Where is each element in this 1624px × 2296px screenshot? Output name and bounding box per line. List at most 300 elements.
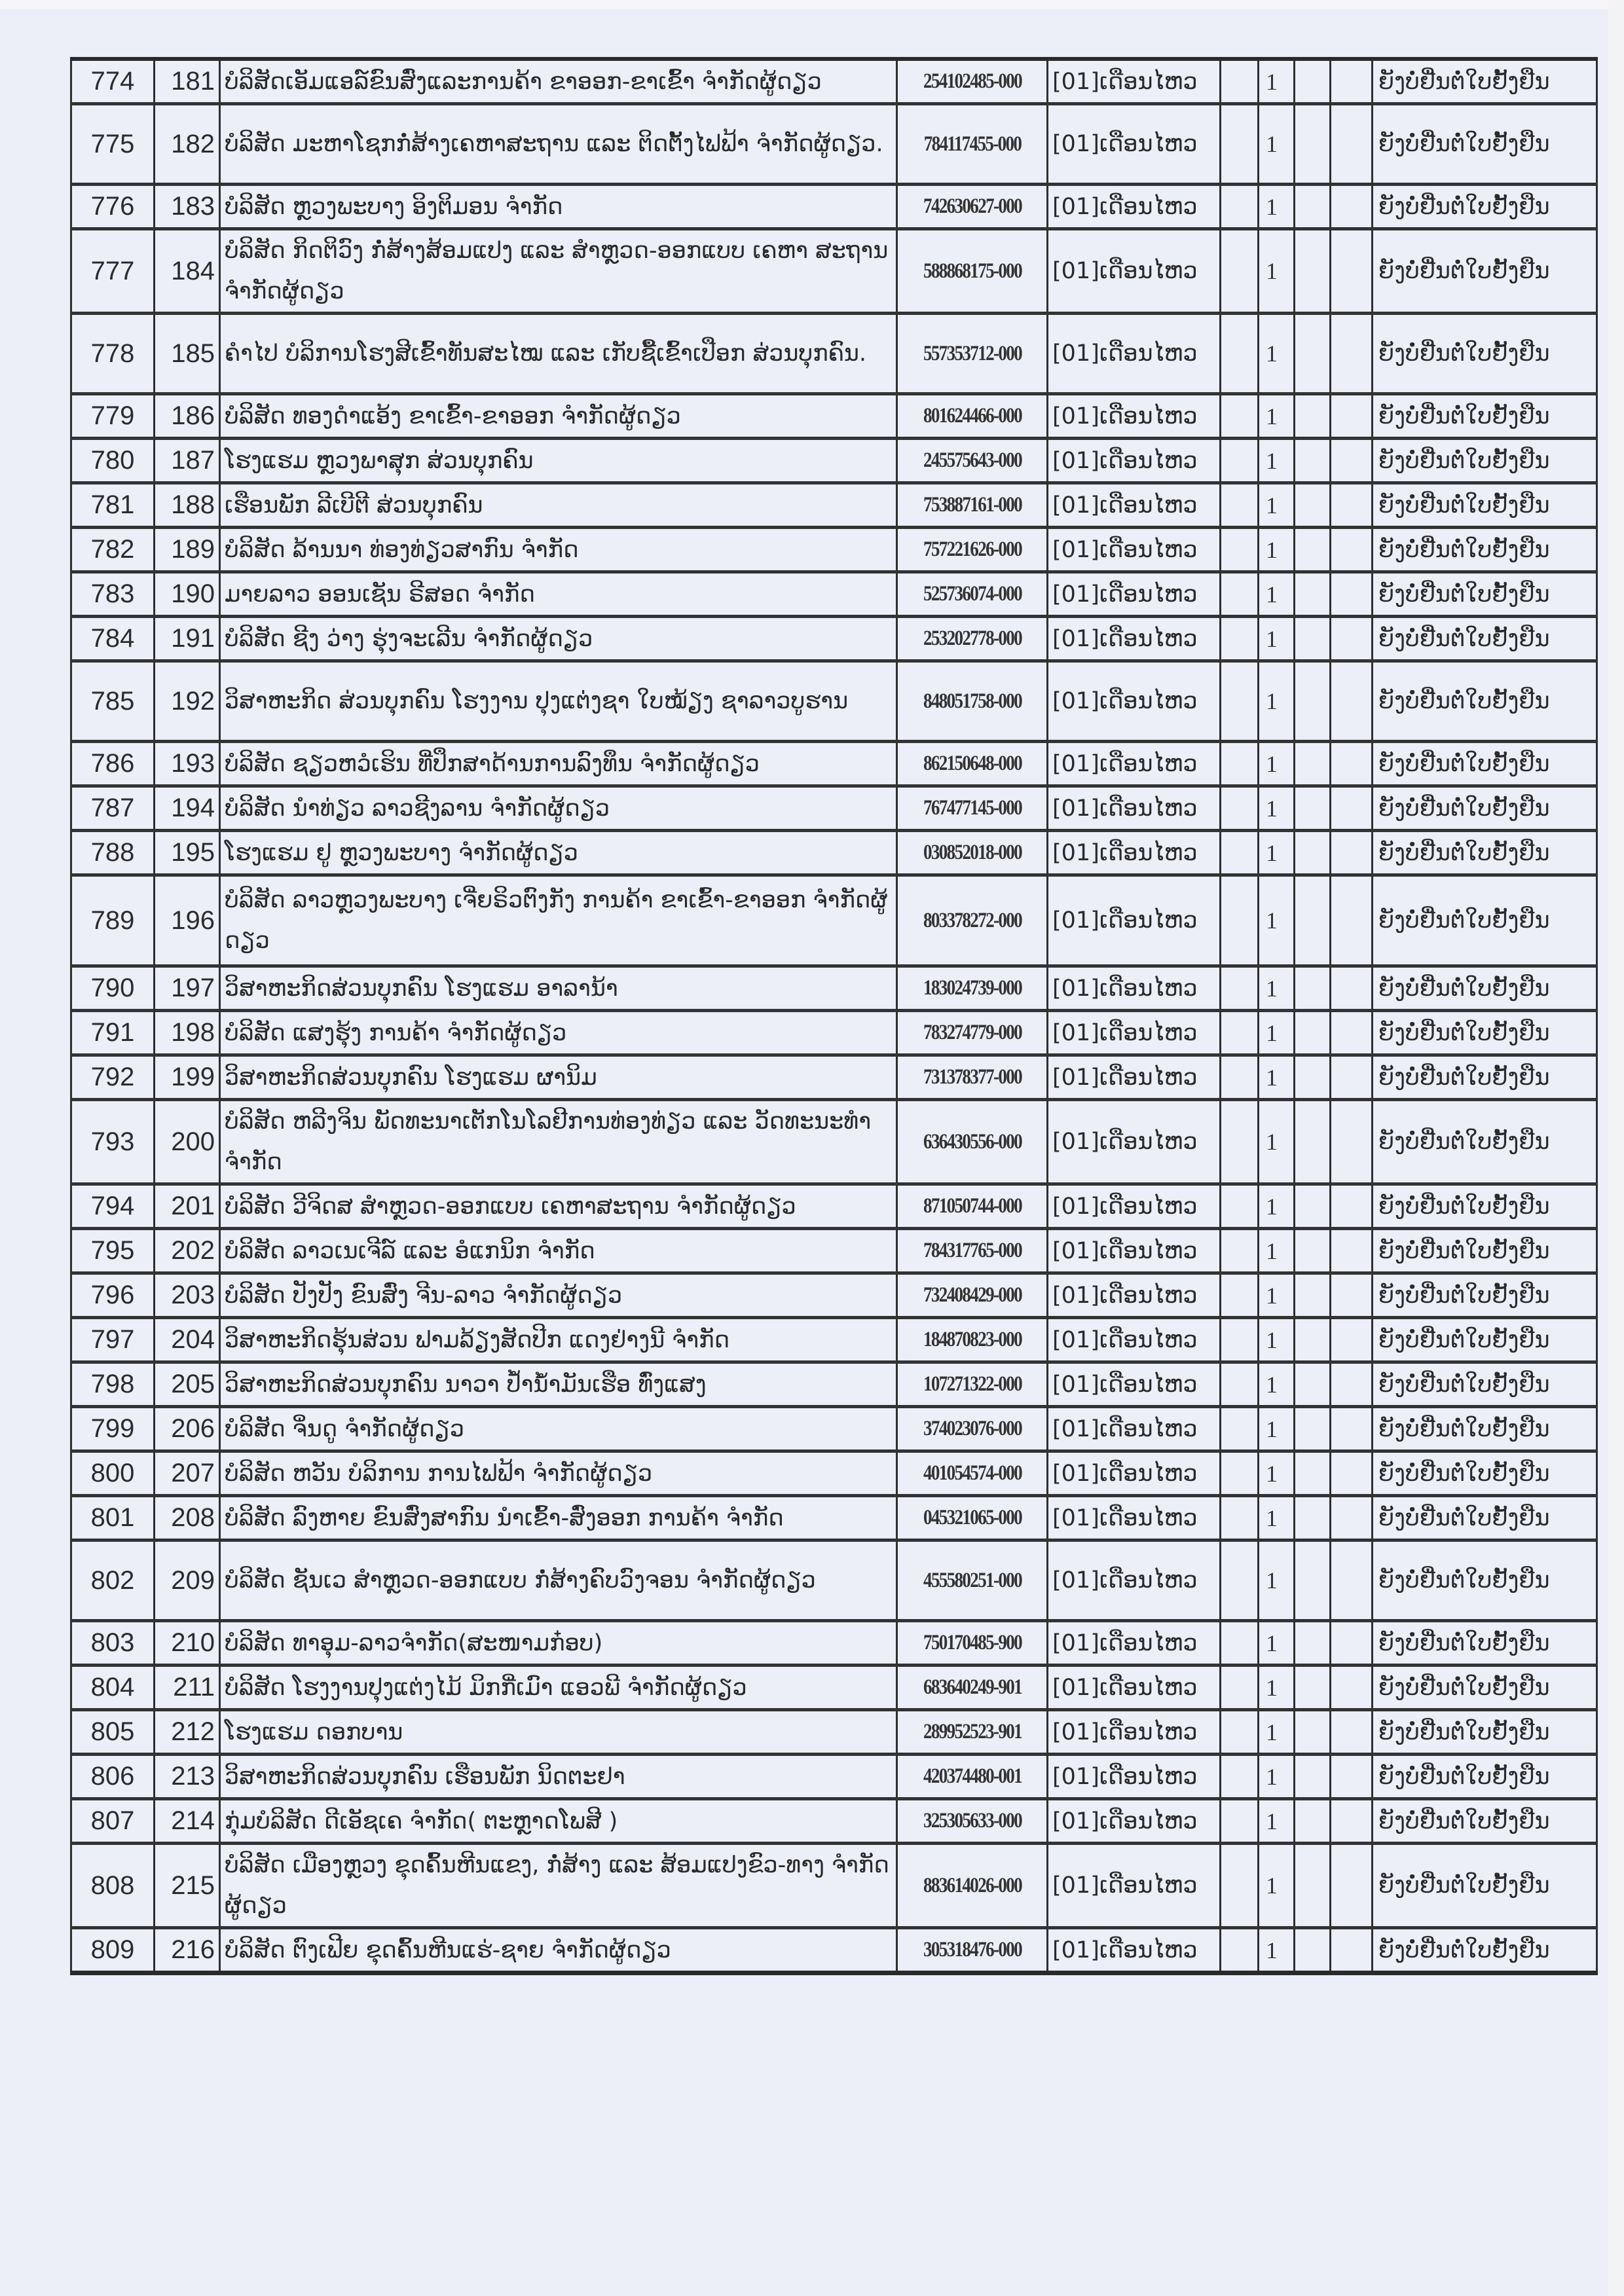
filing-type-cell	[1048, 1362, 1221, 1407]
empty-cell	[1295, 483, 1331, 528]
tax-id-cell	[910, 1407, 1034, 1451]
sequence-number-cell	[71, 1273, 155, 1318]
tax-id-cell	[910, 742, 1034, 786]
status-text: ຍັງບໍ່ຢື່ນຕໍ່ໃບຢັ້ງຢືນ	[1378, 131, 1550, 157]
count-value: 1	[1266, 1504, 1278, 1531]
count-value: 1	[1266, 581, 1278, 608]
status-text: ຍັງບໍ່ຢື່ນຕໍ່ໃບຢັ້ງຢືນ	[1378, 340, 1550, 367]
group-index: 185	[171, 338, 215, 368]
tax-id-cell	[910, 483, 1034, 528]
empty-cell	[1295, 1710, 1331, 1755]
filing-type: [01]ເດືອນໄຫວ	[1052, 536, 1198, 563]
tax-id: 374023076-000	[923, 1417, 1022, 1440]
tax-id: 848051758-000	[923, 689, 1022, 713]
filing-type-cell	[1048, 1799, 1221, 1844]
empty-cell	[1221, 104, 1259, 185]
empty-cell	[1331, 528, 1373, 572]
company-name-cell	[220, 1407, 897, 1451]
filing-type: [01]ເດືອນໄຫວ	[1052, 1064, 1198, 1091]
empty-cell	[1221, 966, 1259, 1011]
status-cell	[1373, 1755, 1597, 1799]
count-cell	[1259, 1407, 1295, 1451]
empty-cell	[1331, 1710, 1373, 1755]
empty-cell	[1331, 104, 1373, 185]
sequence-number-cell	[71, 1184, 155, 1229]
filing-type-cell	[1048, 572, 1221, 617]
sequence-number-cell	[71, 617, 155, 661]
company-name-cell	[220, 1011, 897, 1055]
count-cell	[1259, 1184, 1295, 1229]
group-index-cell	[155, 1496, 220, 1540]
company-name-cell	[220, 786, 897, 831]
company-name: ບໍລິສັດ ຈິ່ນດູ ຈຳກັດຜູ້ດຽວ	[225, 1415, 464, 1442]
filing-type: [01]ເດືອນໄຫວ	[1052, 1460, 1198, 1487]
empty-cell	[1331, 394, 1373, 439]
filing-type: [01]ເດືອນໄຫວ	[1052, 1719, 1198, 1745]
sequence-number-cell	[71, 1318, 155, 1362]
filing-type-cell	[1048, 617, 1221, 661]
tax-id: 245575643-000	[923, 448, 1022, 472]
company-name: ມາຍລາວ ອອນເຊັນ ຣີສອດ ຈຳກັດ	[225, 581, 535, 608]
group-index-cell	[155, 1621, 220, 1666]
group-index: 213	[171, 1762, 215, 1791]
count-cell	[1259, 1318, 1295, 1362]
company-name: ບໍລິສັດເອັມແອລ໌ຂົນສົ່ງແລະການຄ້າ ຂາອອກ-ຂາເຂົ້າ ຈຳກັດຜູ້ດຽວ	[225, 68, 822, 95]
empty-cell	[1331, 742, 1373, 786]
group-index-cell	[155, 1755, 220, 1799]
status-cell	[1373, 1710, 1597, 1755]
count-cell	[1259, 1844, 1295, 1928]
tax-id-cell	[910, 59, 1034, 104]
sequence-number: 790	[90, 974, 135, 1002]
sequence-number-cell	[71, 661, 155, 742]
empty-cell	[1295, 185, 1331, 229]
empty-cell	[1295, 1621, 1331, 1666]
count-cell	[1259, 1055, 1295, 1100]
empty-cell	[1295, 786, 1331, 831]
status-text: ຍັງບໍ່ຢື່ນຕໍ່ໃບຢັ້ງຢືນ	[1378, 447, 1550, 474]
tax-id-cell	[910, 229, 1034, 314]
count-value: 1	[1266, 1415, 1278, 1442]
table-row-793	[71, 1100, 1597, 1184]
company-name-cell	[220, 1184, 897, 1229]
empty-cell	[1331, 1011, 1373, 1055]
group-index: 215	[171, 1870, 215, 1900]
table-body	[71, 59, 1597, 1973]
sequence-number: 797	[90, 1325, 135, 1354]
filing-type-cell	[1048, 966, 1221, 1011]
tax-id: 784117455-000	[923, 132, 1021, 156]
sequence-number-cell	[71, 875, 155, 966]
table-row-798	[71, 1362, 1597, 1407]
filing-type-cell	[1048, 1011, 1221, 1055]
sequence-number-cell	[71, 1362, 155, 1407]
group-index-cell	[155, 1362, 220, 1407]
status-text: ຍັງບໍ່ຢື່ນຕໍ່ໃບຢັ້ງຢືນ	[1378, 1064, 1550, 1091]
sequence-number: 777	[90, 256, 135, 285]
count-cell	[1259, 1011, 1295, 1055]
sequence-number: 785	[90, 686, 135, 716]
table-row-779	[71, 394, 1597, 439]
empty-cell	[1331, 1621, 1373, 1666]
company-name-cell	[220, 1496, 897, 1540]
company-name-cell	[220, 1928, 897, 1973]
status-cell	[1373, 661, 1597, 742]
sequence-number: 792	[90, 1063, 135, 1091]
group-index-cell	[155, 1710, 220, 1755]
tax-id-cell	[910, 1100, 1034, 1184]
tax-id-cell	[910, 1318, 1034, 1362]
status-text: ຍັງບໍ່ຢື່ນຕໍ່ໃບຢັ້ງຢືນ	[1378, 68, 1550, 95]
empty-cell	[1331, 1273, 1373, 1318]
count-cell	[1259, 661, 1295, 742]
empty-cell	[1221, 1100, 1259, 1184]
status-text: ຍັງບໍ່ຢື່ນຕໍ່ໃບຢັ້ງຢືນ	[1378, 907, 1550, 934]
filing-type: [01]ເດືອນໄຫວ	[1052, 1872, 1198, 1899]
status-cell	[1373, 966, 1597, 1011]
empty-cell	[1295, 1055, 1331, 1100]
company-name: ບໍລິສັດ ວີຈິດສ ສຳຫຼວດ-ອອກແບບ ເຄຫາສະຖານ ຈຳກັດຜູ້ດຽວ	[225, 1193, 796, 1220]
filing-type: [01]ເດືອນໄຫວ	[1052, 193, 1198, 220]
group-index-cell	[155, 1540, 220, 1621]
company-name: ບໍລິສັດ ຫວັນ ບໍລິການ ການໄຟຟ້າ ຈຳກັດຜູ້ດຽວ	[225, 1460, 653, 1487]
company-name: ບໍລິສັດ ຊັນເວ ສຳຫຼວດ-ອອກແບບ ກໍ່ສ້າງຄົບວົງຈອນ ຈຳກັດຜູ້ດຽວ	[225, 1567, 816, 1594]
filing-type-cell	[1048, 1540, 1221, 1621]
tax-id: 742630627-000	[923, 194, 1022, 218]
count-value: 1	[1266, 131, 1278, 157]
tax-id: 289952523-901	[923, 1720, 1022, 1743]
count-cell	[1259, 786, 1295, 831]
sequence-number: 798	[90, 1370, 135, 1398]
status-cell	[1373, 1318, 1597, 1362]
count-value: 1	[1266, 1326, 1278, 1353]
company-name-cell	[220, 661, 897, 742]
sequence-number-cell	[71, 1011, 155, 1055]
table-row-783	[71, 572, 1597, 617]
filing-type-cell	[1048, 742, 1221, 786]
sequence-number: 780	[90, 446, 135, 475]
count-value: 1	[1266, 625, 1278, 652]
company-name-cell	[220, 1844, 897, 1928]
empty-cell	[1221, 1407, 1259, 1451]
sequence-number-cell	[71, 439, 155, 483]
company-name-cell	[220, 1229, 897, 1273]
filing-type-cell	[1048, 1100, 1221, 1184]
status-cell	[1373, 1928, 1597, 1973]
table-row-807	[71, 1799, 1597, 1844]
sequence-number-cell	[71, 1928, 155, 1973]
filing-type: [01]ເດືອນໄຫວ	[1052, 1415, 1198, 1442]
status-cell	[1373, 1055, 1597, 1100]
sequence-number-cell	[71, 104, 155, 185]
count-value: 1	[1266, 1872, 1278, 1899]
group-index: 183	[171, 192, 215, 221]
filing-type-cell	[1048, 1710, 1221, 1755]
company-name-cell	[220, 229, 897, 314]
tax-id-cell	[910, 1621, 1034, 1666]
count-value: 1	[1266, 750, 1278, 777]
status-cell	[1373, 875, 1597, 966]
status-cell	[1373, 1666, 1597, 1710]
company-name-cell	[220, 394, 897, 439]
sequence-number-cell	[71, 742, 155, 786]
filing-type: [01]ເດືອນໄຫວ	[1052, 795, 1198, 822]
count-value: 1	[1266, 1674, 1278, 1701]
count-value: 1	[1266, 1719, 1278, 1745]
company-name: ບໍລິສັດ ລາວເນເຈີລ໌ ແລະ ອໍແກນິກ ຈຳກັດ	[225, 1237, 595, 1264]
count-cell	[1259, 1928, 1295, 1973]
sequence-number: 805	[90, 1717, 135, 1746]
group-index: 196	[171, 905, 215, 935]
tax-id: 767477145-000	[923, 796, 1022, 820]
filing-type: [01]ເດືອນໄຫວ	[1052, 131, 1198, 157]
table-row-794	[71, 1184, 1597, 1229]
empty-cell	[1331, 185, 1373, 229]
empty-cell	[1221, 786, 1259, 831]
count-value: 1	[1266, 492, 1278, 519]
company-name-cell	[220, 483, 897, 528]
empty-cell	[1221, 1621, 1259, 1666]
empty-cell	[1221, 617, 1259, 661]
group-index-cell	[155, 831, 220, 875]
table-row-790	[71, 966, 1597, 1011]
status-text: ຍັງບໍ່ຢື່ນຕໍ່ໃບຢັ້ງຢືນ	[1378, 1763, 1550, 1790]
tax-id-cell	[910, 1055, 1034, 1100]
company-name: ບໍລິສັດ ເມືອງຫຼວງ ຂຸດຄົ້ນຫີນແຂງ, ກໍ່ສ້າງ ແລະ ສ້ອມແປງຂົວ-ທາງ ຈຳກັດຜູ້ດຽວ	[225, 1852, 889, 1919]
sequence-number-cell	[71, 831, 155, 875]
company-name: ບໍລິສັດ ຫຼວງພະບາງ ອິງຕິມອນ ຈຳກັດ	[225, 193, 563, 220]
sequence-number: 774	[90, 67, 135, 96]
empty-cell	[1221, 1055, 1259, 1100]
group-index-cell	[155, 1666, 220, 1710]
empty-cell	[1221, 1844, 1259, 1928]
status-cell	[1373, 59, 1597, 104]
empty-cell	[1295, 831, 1331, 875]
status-cell	[1373, 1799, 1597, 1844]
empty-cell	[1295, 1928, 1331, 1973]
group-index: 197	[171, 974, 215, 1002]
status-text: ຍັງບໍ່ຢື່ນຕໍ່ໃບຢັ້ງຢືນ	[1378, 258, 1550, 284]
sequence-number: 788	[90, 838, 135, 867]
group-index: 186	[171, 401, 215, 430]
status-cell	[1373, 528, 1597, 572]
group-index: 205	[171, 1370, 215, 1398]
tax-id-cell	[910, 104, 1034, 185]
company-name-cell	[220, 1451, 897, 1496]
group-index: 214	[171, 1806, 215, 1835]
tax-id-cell	[910, 1229, 1034, 1273]
tax-id-cell	[910, 1496, 1034, 1540]
count-value: 1	[1266, 975, 1278, 1002]
group-index: 207	[171, 1459, 215, 1487]
table-row-808	[71, 1844, 1597, 1928]
tax-id-cell	[910, 1184, 1034, 1229]
sequence-number: 779	[90, 401, 135, 430]
filing-type: [01]ເດືອນໄຫວ	[1052, 581, 1198, 608]
sequence-number-cell	[71, 229, 155, 314]
empty-cell	[1331, 966, 1373, 1011]
status-text: ຍັງບໍ່ຢື່ນຕໍ່ໃບຢັ້ງຢືນ	[1378, 1237, 1550, 1264]
empty-cell	[1221, 1184, 1259, 1229]
empty-cell	[1221, 1755, 1259, 1799]
company-name: ບໍລິສັດ ລົງຫາຍ ຂົນສົ່ງສາກົນ ນຳເຂົ້າ-ສົ່ງອອກ ການຄ້າ ຈຳກັດ	[225, 1504, 784, 1531]
taxpayer-registry-table	[70, 57, 1598, 1975]
tax-id: 683640249-901	[923, 1675, 1022, 1699]
empty-cell	[1221, 1229, 1259, 1273]
status-cell	[1373, 483, 1597, 528]
status-text: ຍັງບໍ່ຢື່ນຕໍ່ໃບຢັ້ງຢືນ	[1378, 1504, 1550, 1531]
count-cell	[1259, 831, 1295, 875]
count-cell	[1259, 1666, 1295, 1710]
sequence-number-cell	[71, 786, 155, 831]
filing-type: [01]ເດືອນໄຫວ	[1052, 1763, 1198, 1790]
count-value: 1	[1266, 1460, 1278, 1487]
empty-cell	[1331, 59, 1373, 104]
status-text: ຍັງບໍ່ຢື່ນຕໍ່ໃບຢັ້ງຢືນ	[1378, 581, 1550, 608]
empty-cell	[1331, 483, 1373, 528]
company-name-cell	[220, 742, 897, 786]
status-text: ຍັງບໍ່ຢື່ນຕໍ່ໃບຢັ້ງຢືນ	[1378, 839, 1550, 866]
filing-type: [01]ເດືອນໄຫວ	[1052, 1193, 1198, 1220]
group-index: 209	[171, 1565, 215, 1595]
company-name: ບໍລິສັດ ຕົງເຟີຍ ຂຸດຄົ້ນຫີນແຮ່-ຊາຍ ຈຳກັດຜູ້ດຽວ	[225, 1937, 671, 1963]
empty-cell	[1331, 1407, 1373, 1451]
table-row-774	[71, 59, 1597, 104]
tax-id-cell	[910, 661, 1034, 742]
tax-id: 783274779-000	[923, 1021, 1022, 1044]
status-text: ຍັງບໍ່ຢື່ນຕໍ່ໃບຢັ້ງຢືນ	[1378, 688, 1550, 714]
company-name: ໂຮງແຮມ ຢູ ຫຼວງພະບາງ ຈຳກັດຜູ້ດຽວ	[225, 839, 578, 866]
count-cell	[1259, 875, 1295, 966]
empty-cell	[1331, 831, 1373, 875]
count-value: 1	[1266, 1064, 1278, 1091]
empty-cell	[1295, 229, 1331, 314]
tax-id: 588868175-000	[923, 259, 1022, 283]
company-name: ວິສາຫະກິດສ່ວນບຸກຄົນ ໂຮງແຮມ ຜານິມ	[225, 1064, 597, 1091]
count-value: 1	[1266, 1282, 1278, 1309]
group-index-cell	[155, 966, 220, 1011]
status-text: ຍັງບໍ່ຢື່ນຕໍ່ໃບຢັ້ງຢືນ	[1378, 1808, 1550, 1834]
sequence-number: 782	[90, 535, 135, 564]
filing-type-cell	[1048, 1229, 1221, 1273]
empty-cell	[1331, 572, 1373, 617]
tax-id-cell	[910, 1666, 1034, 1710]
group-index: 201	[171, 1192, 215, 1220]
count-cell	[1259, 1362, 1295, 1407]
table-row-776	[71, 185, 1597, 229]
status-cell	[1373, 1407, 1597, 1451]
filing-type-cell	[1048, 1055, 1221, 1100]
status-cell	[1373, 394, 1597, 439]
empty-cell	[1331, 1229, 1373, 1273]
sequence-number-cell	[71, 528, 155, 572]
sequence-number: 808	[90, 1870, 135, 1900]
filing-type-cell	[1048, 1928, 1221, 1973]
empty-cell	[1221, 394, 1259, 439]
sequence-number: 789	[90, 905, 135, 935]
status-text: ຍັງບໍ່ຢື່ນຕໍ່ໃບຢັ້ງຢືນ	[1378, 1937, 1550, 1963]
group-index: 206	[171, 1414, 215, 1443]
empty-cell	[1221, 229, 1259, 314]
count-value: 1	[1266, 68, 1278, 95]
tax-id: 636430556-000	[923, 1129, 1022, 1154]
group-index: 216	[171, 1935, 215, 1964]
count-cell	[1259, 104, 1295, 185]
company-name: ວິສາຫະກິດ ສ່ວນບຸກຄົນ ໂຮງງານ ປຸງແຕ່ງຊາ ໃບໝ້ຽງ ຊາລາວບູຮານ	[225, 688, 849, 714]
table-row-792	[71, 1055, 1597, 1100]
group-index: 181	[171, 67, 215, 96]
company-name-cell	[220, 1666, 897, 1710]
count-cell	[1259, 617, 1295, 661]
company-name-cell	[220, 617, 897, 661]
sequence-number-cell	[71, 1621, 155, 1666]
tax-id-cell	[910, 1928, 1034, 1973]
count-value: 1	[1266, 1937, 1278, 1963]
tax-id: 803378272-000	[923, 908, 1022, 932]
empty-cell	[1331, 1540, 1373, 1621]
company-name: ວິສາຫະກິດສ່ວນບຸກຄົນ ນາວາ ປ້ຳນ້ຳມັນເຮືອ ທົ່ງແສງ	[225, 1371, 707, 1398]
status-cell	[1373, 1229, 1597, 1273]
company-name: ບໍລິສັດ ທາອຸມ-ລາວຈຳກັດ(ສະໜາມກ໋ອບ)	[225, 1630, 603, 1656]
empty-cell	[1221, 1540, 1259, 1621]
count-cell	[1259, 483, 1295, 528]
table-row-786	[71, 742, 1597, 786]
tax-id: 801624466-000	[923, 404, 1022, 428]
status-text: ຍັງບໍ່ຢື່ນຕໍ່ໃບຢັ້ງຢືນ	[1378, 1674, 1550, 1701]
sequence-number: 786	[90, 749, 135, 778]
table-row-802	[71, 1540, 1597, 1621]
table-row-785	[71, 661, 1597, 742]
sequence-number: 784	[90, 624, 135, 653]
filing-type: [01]ເດືອນໄຫວ	[1052, 1371, 1198, 1398]
count-value: 1	[1266, 1763, 1278, 1790]
page-right-edge	[1608, 0, 1624, 2296]
company-name: ວິສາຫະກິດສ່ວນບຸກຄົນ ເຮືອນພັກ ນິດຕະຢາ	[225, 1763, 625, 1790]
empty-cell	[1221, 59, 1259, 104]
company-name-cell	[220, 875, 897, 966]
company-name-cell	[220, 1755, 897, 1799]
empty-cell	[1221, 1362, 1259, 1407]
sequence-number: 775	[90, 129, 135, 158]
empty-cell	[1295, 1755, 1331, 1799]
count-cell	[1259, 1229, 1295, 1273]
empty-cell	[1331, 786, 1373, 831]
tax-id-cell	[910, 394, 1034, 439]
count-cell	[1259, 314, 1295, 394]
count-value: 1	[1266, 1567, 1278, 1594]
empty-cell	[1331, 229, 1373, 314]
group-index-cell	[155, 314, 220, 394]
empty-cell	[1295, 1011, 1331, 1055]
count-value: 1	[1266, 688, 1278, 714]
sequence-number: 804	[90, 1673, 135, 1702]
empty-cell	[1331, 1451, 1373, 1496]
status-text: ຍັງບໍ່ຢື່ນຕໍ່ໃບຢັ້ງຢືນ	[1378, 1282, 1550, 1309]
status-cell	[1373, 742, 1597, 786]
status-cell	[1373, 1362, 1597, 1407]
sequence-number: 793	[90, 1127, 135, 1156]
filing-type-cell	[1048, 1451, 1221, 1496]
empty-cell	[1331, 314, 1373, 394]
tax-id: 325305633-000	[923, 1809, 1022, 1832]
count-cell	[1259, 1621, 1295, 1666]
group-index: 184	[171, 256, 215, 285]
empty-cell	[1221, 572, 1259, 617]
count-value: 1	[1266, 193, 1278, 220]
status-text: ຍັງບໍ່ຢື່ນຕໍ່ໃບຢັ້ງຢືນ	[1378, 1567, 1550, 1594]
group-index-cell	[155, 439, 220, 483]
company-name-cell	[220, 1799, 897, 1844]
